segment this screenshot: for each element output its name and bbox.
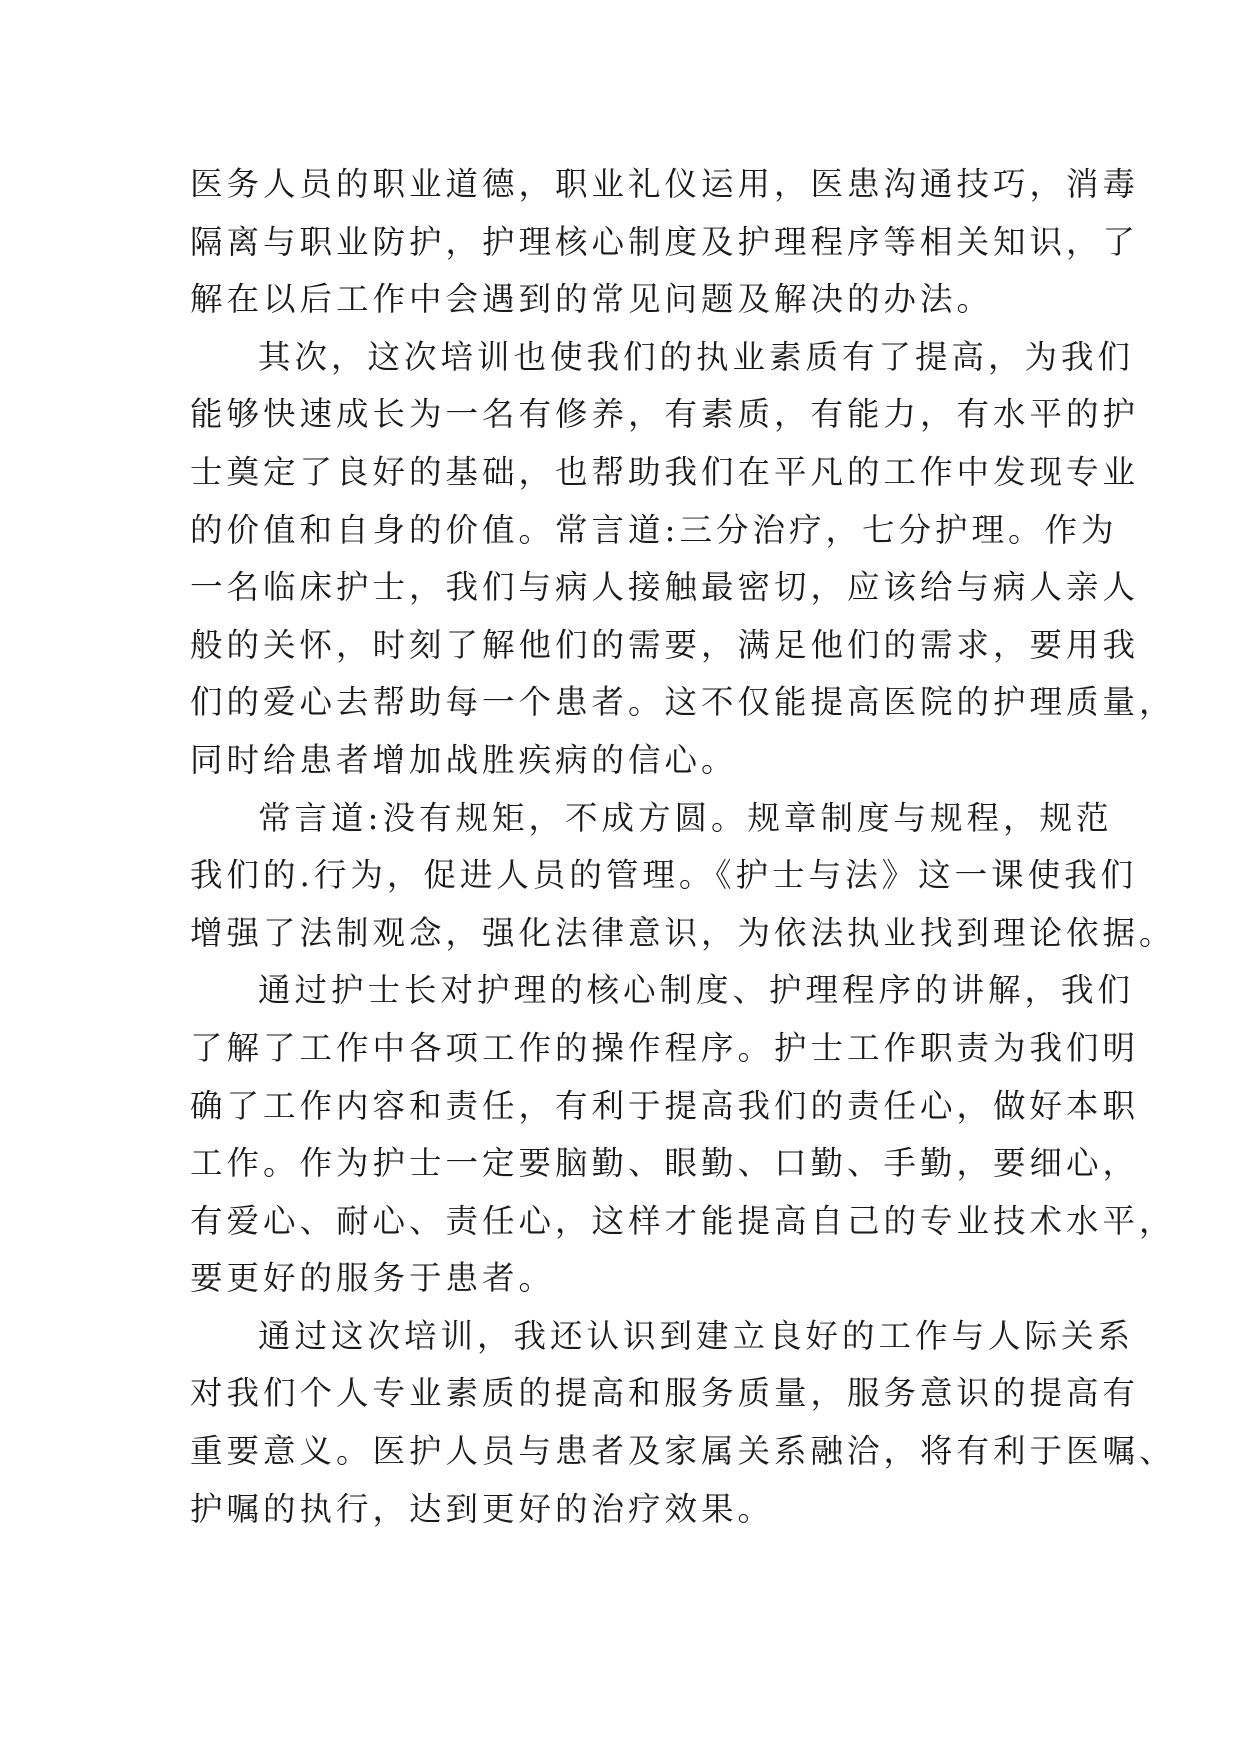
paragraph-1 <box>190 156 1140 329</box>
text-line: 护嘱的执行，达到更好的治疗效果。 <box>190 1489 775 1528</box>
text-line: 士奠定了良好的基础，也帮助我们在平凡的工作中发现专业 <box>190 452 1140 491</box>
document-body <box>190 156 1176 1538</box>
text-line: 确了工作内容和责任，有利于提高我们的责任心，做好本职 <box>190 1086 1140 1125</box>
text-line: 要更好的服务于患者。 <box>190 1259 556 1298</box>
text-line: 其次，这次培训也使我们的执业素质有了提高，为我们 <box>258 337 1135 376</box>
text-line: 对我们个人专业素质的提高和服务质量，服务意识的提高有 <box>190 1374 1140 1413</box>
text-line: 医务人员的职业道德，职业礼仪运用，医患沟通技巧，消毒 <box>190 165 1140 203</box>
text-line: 同时给患者增加战胜疾病的信心。 <box>190 740 738 779</box>
text-line: 解在以后工作中会遇到的常见问题及解决的办法。 <box>190 280 994 319</box>
text-line: 增强了法制观念，强化法律意识，为依法执业找到理论依据。 <box>190 913 1176 952</box>
text-line: 有爱心、耐心、责任心，这样才能提高自己的专业技术水平， <box>190 1201 1176 1240</box>
paragraph-3 <box>190 790 1176 963</box>
text-line: 常言道:没有规矩，不成方圆。规章制度与规程，规范 <box>258 798 1113 837</box>
paragraph-4 <box>190 962 1176 1308</box>
text-line: 我们的.行为，促进人员的管理。《护士与法》这一课使我们 <box>190 856 1138 895</box>
text-line: 能够快速成长为一名有修养，有素质，有能力，有水平的护 <box>190 395 1140 434</box>
text-line: 般的关怀，时刻了解他们的需要，满足他们的需求，要用我 <box>190 625 1140 664</box>
text-line: 一名临床护士，我们与病人接触最密切，应该给与病人亲人 <box>190 568 1140 607</box>
text-line: 工作。作为护士一定要脑勤、眼勤、口勤、手勤，要细心， <box>190 1144 1140 1183</box>
text-line: 的价值和自身的价值。常言道:三分治疗，七分护理。作为 <box>190 510 1118 549</box>
text-line: 隔离与职业防护，护理核心制度及护理程序等相关知识，了 <box>190 222 1140 261</box>
text-line: 了解了工作中各项工作的操作程序。护士工作职责为我们明 <box>190 1028 1140 1067</box>
text-line: 们的爱心去帮助每一个患者。这不仅能提高医院的护理质量， <box>190 683 1176 722</box>
paragraph-2 <box>190 329 1176 790</box>
text-line: 重要意义。医护人员与患者及家属关系融洽，将有利于医嘱、 <box>190 1432 1176 1471</box>
paragraph-5 <box>190 1308 1176 1538</box>
text-line: 通过这次培训，我还认识到建立良好的工作与人际关系 <box>258 1316 1135 1355</box>
text-line: 通过护士长对护理的核心制度、护理程序的讲解，我们 <box>258 971 1135 1010</box>
